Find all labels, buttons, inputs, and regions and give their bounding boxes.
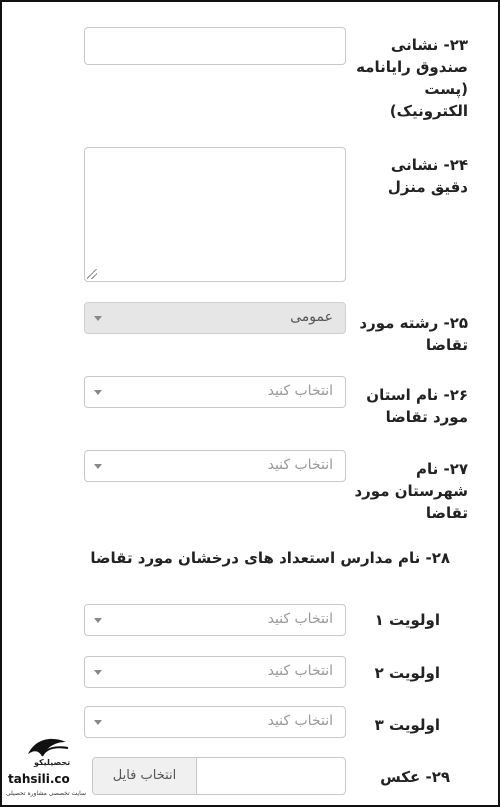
chevron-down-icon <box>94 464 102 469</box>
priority-1-select[interactable] <box>84 604 346 636</box>
choose-file-button[interactable]: انتخاب فایل <box>93 758 197 794</box>
chevron-down-icon <box>94 316 102 321</box>
priority-2-select[interactable] <box>84 656 346 688</box>
priority-3-select[interactable] <box>84 706 346 738</box>
major-label: ۲۵- رشته مورد تقاضا <box>359 314 468 354</box>
priority-3-label: اولویت ۳ <box>374 716 440 734</box>
major-select-value: عمومی <box>290 309 333 325</box>
city-select-value: انتخاب کنید <box>267 457 333 473</box>
email-input[interactable] <box>84 27 346 65</box>
chevron-down-icon <box>94 390 102 395</box>
city-select[interactable] <box>84 450 346 482</box>
email-label: ۲۳- نشانی صندوق رایانامه (پست الکترونیک) <box>356 36 468 120</box>
watermark-logo <box>6 734 86 806</box>
schools-heading: ۲۸- نام مدارس استعداد های درخشان مورد تقاضا <box>90 549 450 567</box>
address-textarea[interactable] <box>84 147 346 282</box>
address-label: ۲۴- نشانی دقیق منزل <box>387 156 468 196</box>
priority-3-value: انتخاب کنید <box>267 713 333 729</box>
chevron-down-icon <box>94 670 102 675</box>
province-select[interactable] <box>84 376 346 408</box>
chevron-down-icon <box>94 720 102 725</box>
watermark-brand-fa: تحصیلیکو <box>34 758 71 767</box>
chevron-down-icon <box>94 618 102 623</box>
province-select-value: انتخاب کنید <box>267 383 333 399</box>
resize-handle-icon[interactable] <box>87 269 97 279</box>
priority-2-label: اولویت ۲ <box>374 664 440 682</box>
priority-2-value: انتخاب کنید <box>267 663 333 679</box>
photo-label: ۲۹- عکس <box>380 768 450 786</box>
priority-1-value: انتخاب کنید <box>267 611 333 627</box>
major-select <box>84 302 346 334</box>
province-label: ۲۶- نام استان مورد تقاضا <box>366 386 468 426</box>
photo-file-input[interactable] <box>92 757 346 795</box>
watermark-tagline: سایت تخصصی مشاوره تحصیلی <box>6 790 86 797</box>
city-label: ۲۷- نام شهرستان مورد تقاضا <box>354 460 468 522</box>
bird-logo-icon <box>26 734 70 760</box>
priority-1-label: اولویت ۱ <box>374 611 440 629</box>
watermark-brand-en: tahsili.co <box>8 772 70 786</box>
